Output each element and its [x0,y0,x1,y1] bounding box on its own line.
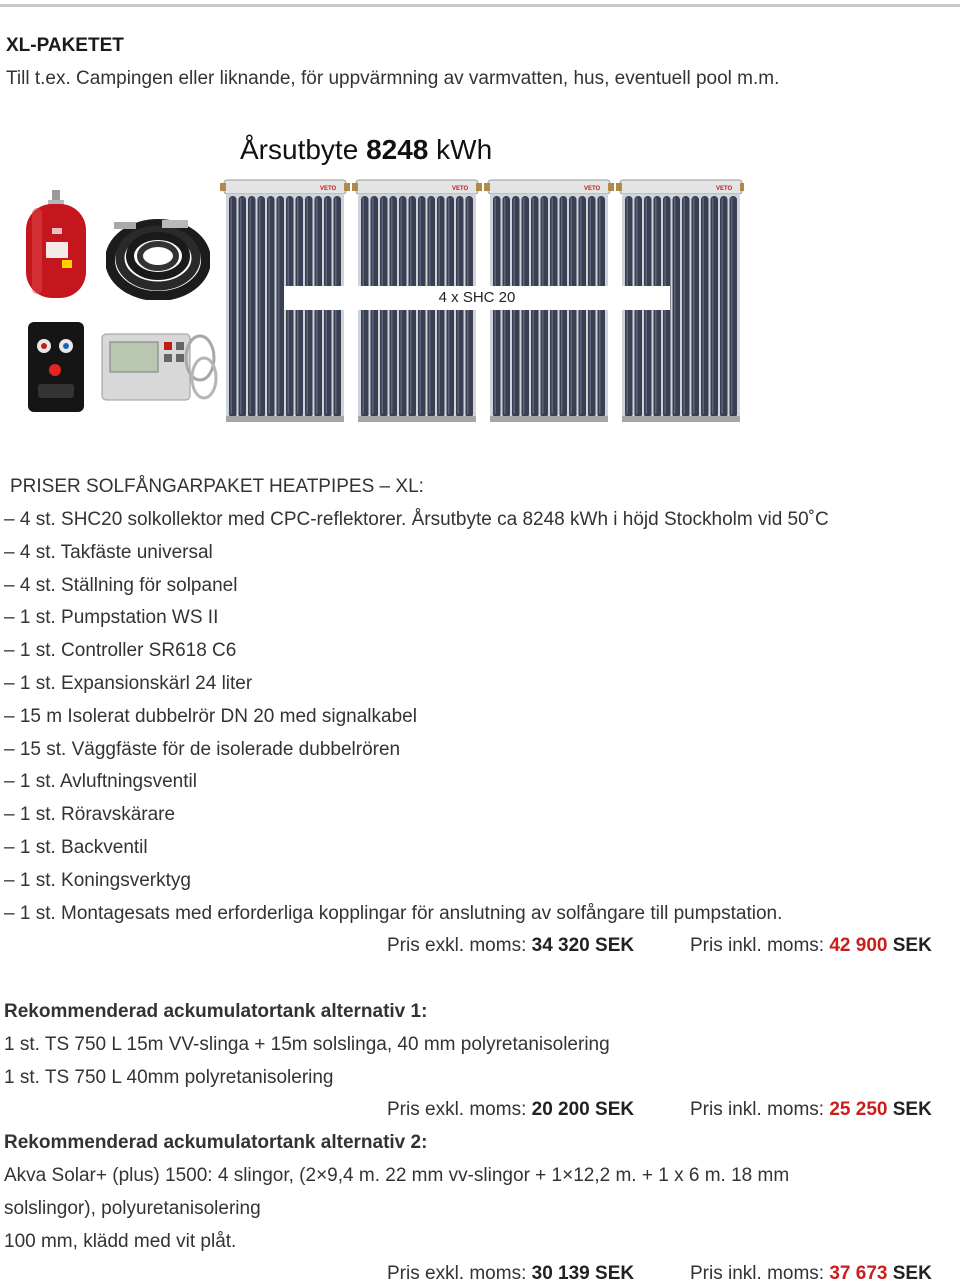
panel-brand-logo: VETO [584,186,601,192]
alt2-price-incl [690,1263,932,1283]
controller-image [100,328,220,408]
top-divider [0,4,960,7]
expansion-vessel-image [22,190,90,302]
alt1-line: 1 st. TS 750 L 40mm polyretanisolering [4,1067,334,1088]
solar-collectors-image [218,172,744,430]
package-item: – 1 st. Pumpstation WS II [4,607,219,629]
alt2-heading: Rekommenderad ackumulatortank alternativ 2: [4,1132,428,1153]
package-item: – 1 st. Backventil [4,837,148,858]
alt2-line: solslingor), polyuretanisolering [4,1198,261,1219]
package-item: – 1 st. Avluftningsventil [4,771,197,793]
price-excl-label: Pris exkl. moms: [387,1099,532,1120]
price-incl-value: 25 250 [829,1099,888,1120]
panel-brand-logo: VETO [320,186,337,192]
alt1-line: 1 st. TS 750 L 15m VV-slinga + 15m solslinga, 40 mm polyretanisolering [4,1034,610,1055]
annual-yield-suffix: kWh [428,134,493,165]
price-incl-currency: SEK [887,935,932,956]
alt2-line: 100 mm, klädd med vit plåt. [4,1231,237,1252]
panel-brand-logo: VETO [716,186,733,192]
annual-yield-heading [240,134,492,166]
price-incl-currency: SEK [887,1099,932,1120]
pump-station-image [28,322,84,412]
price-excl-value: 30 139 SEK [531,1263,635,1283]
price-incl-label: Pris inkl. moms: [690,1099,830,1120]
page-title: XL-PAKETET [6,35,124,56]
panel-quantity-text: 4 x SHC 20 [438,289,516,306]
package-price-incl [690,935,932,957]
insulated-hose-image [106,212,210,300]
package-item: – 1 st. Expansionskärl 24 liter [4,673,253,694]
package-item: – 1 st. Koningsverktyg [4,869,191,891]
annual-yield-value: 8248 [366,134,429,165]
price-excl-label: Pris exkl. moms: [387,935,532,956]
price-incl-value: 37 673 [829,1263,888,1283]
price-excl-value: 34 320 SEK [531,935,635,956]
panel-brand-logo: VETO [452,186,469,192]
package-heading: PRISER SOLFÅNGARPAKET HEATPIPES – XL: [10,476,424,497]
package-item: – 15 m Isolerat dubbelrör DN 20 med signalkabel [4,705,417,727]
panel-quantity-label [284,286,670,310]
price-incl-value: 42 900 [829,935,888,956]
package-item: – 1 st. Montagesats med erforderliga kopplingar för anslutning av solfångare till pumpstation. [4,902,783,924]
annual-yield-prefix: Årsutbyte [240,134,367,165]
alt2-price-excl [387,1263,634,1283]
package-item: – 1 st. Röravskärare [4,804,176,826]
page-subtitle: Till t.ex. Campingen eller liknande, för uppvärmning av varmvatten, hus, eventuell pool m.m. [6,68,780,89]
package-item: – 4 st. Takfäste universal [4,541,213,563]
alt1-price-excl [387,1099,634,1121]
package-item: – 15 st. Väggfäste för de isolerade dubbelrören [4,738,401,760]
alt1-price-incl [690,1099,932,1121]
package-item: – 4 st. Ställning för solpanel [4,574,238,596]
package-item: – 4 st. SHC20 solkollektor med CPC-reflektorer. Årsutbyte ca 8248 kWh i höjd Stockholm vid 50˚C [4,509,829,530]
package-item: – 1 st. Controller SR618 C6 [4,640,237,662]
price-excl-label: Pris exkl. moms: [387,1263,532,1283]
alt1-heading: Rekommenderad ackumulatortank alternativ 1: [4,1001,428,1022]
price-incl-label: Pris inkl. moms: [690,935,830,956]
package-price-excl [387,935,634,957]
price-incl-label: Pris inkl. moms: [690,1263,830,1283]
price-incl-currency: SEK [887,1263,932,1283]
price-excl-value: 20 200 SEK [531,1099,635,1120]
alt2-line: Akva Solar+ (plus) 1500: 4 slingor, (2×9,4 m. 22 mm vv-slingor + 1×12,2 m. + 1 x 6 m. 18 mm [4,1165,790,1186]
